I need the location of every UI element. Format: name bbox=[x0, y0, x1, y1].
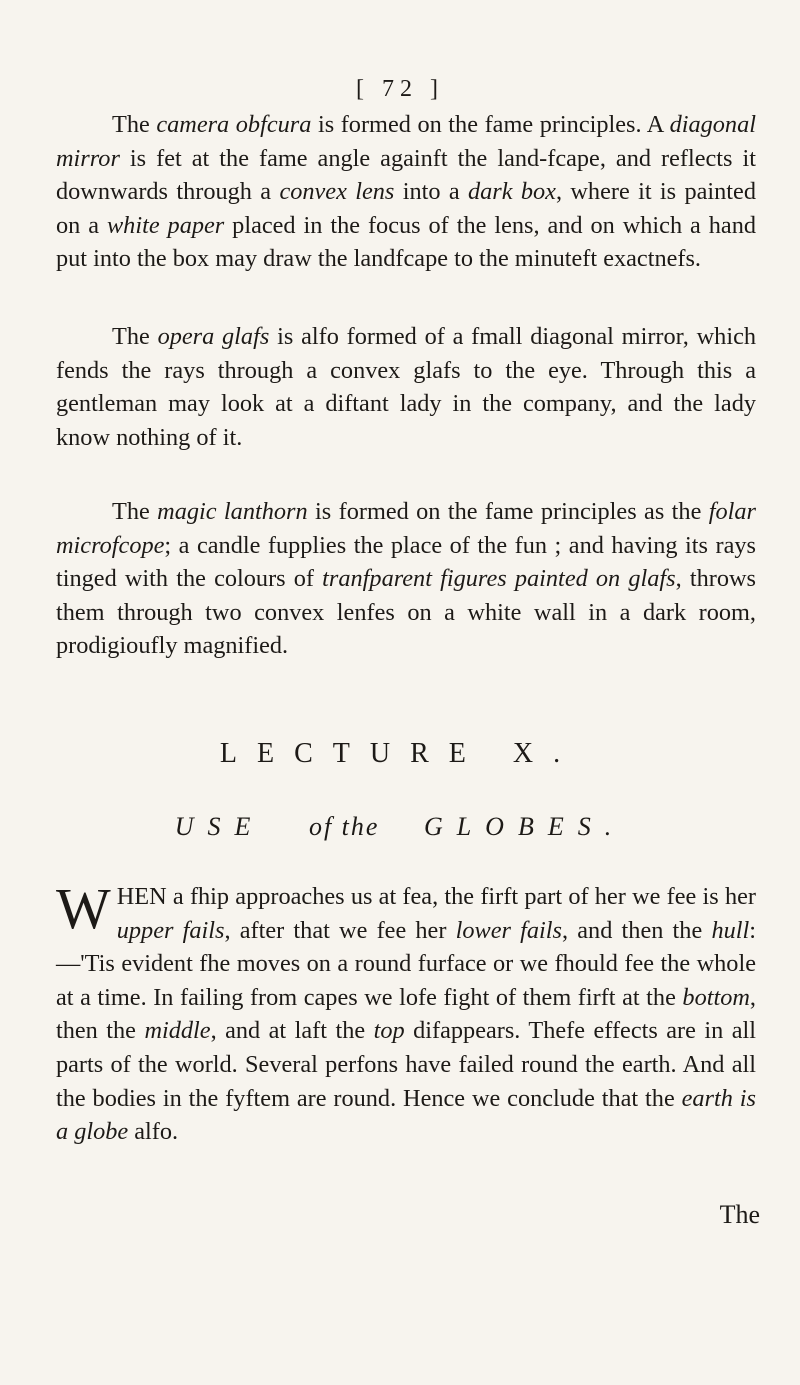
text: , then the bbox=[56, 983, 756, 1045]
emphasis: magic lanthorn bbox=[157, 498, 308, 525]
text: The bbox=[112, 498, 158, 525]
drop-cap: W bbox=[56, 876, 111, 941]
emphasis: lower fails bbox=[455, 916, 563, 944]
emphasis: opera glafs bbox=[157, 323, 270, 350]
text: ; a candle fupplies the place of the fun ; and having its rays tinged with the colours of bbox=[56, 531, 756, 593]
text: The bbox=[112, 323, 158, 350]
text: difappears. Thefe effects are in all parts of the world. Several perfons have failed round the earth. And all the bodies in the fyftem are round. Hence we conclude that the bbox=[56, 1017, 757, 1112]
emphasis: white paper bbox=[106, 211, 225, 239]
emphasis: top bbox=[373, 1017, 405, 1045]
text: is fet at the fame angle againft the land-fcape, and reflects it downwards through a bbox=[56, 144, 756, 206]
emphasis: middle bbox=[144, 1017, 211, 1045]
text: , throws them through two convex lenfes on a white wall in a dark room, prodigioufly magnified. bbox=[56, 565, 756, 660]
emphasis: camera obfcura bbox=[156, 111, 312, 138]
paragraph-opera-glass bbox=[56, 320, 756, 454]
emphasis: bottom bbox=[682, 983, 750, 1011]
text: is alfo formed of a fmall diagonal mirror, which fends the rays through a convex glafs to the eye. Through this a gentleman may look at a diftant lady in the company, and the lady know nothing of it. bbox=[56, 323, 756, 451]
text: placed in the focus of the lens, and on which a hand put into the box may draw the landfcape to the minuteft exactnefs. bbox=[56, 211, 757, 273]
lecture-heading: LECTURE X. bbox=[219, 738, 581, 769]
paragraph-magic-lanthorn bbox=[56, 495, 756, 663]
text: , and then the bbox=[562, 916, 712, 944]
section-subheading bbox=[0, 812, 800, 842]
text: into a bbox=[394, 178, 468, 206]
emphasis: hull bbox=[711, 916, 750, 944]
text: The bbox=[112, 111, 157, 138]
text: HEN a fhip approaches us at fea, the firft part of her we fee is her bbox=[116, 883, 756, 910]
emphasis: diagonal mirror bbox=[56, 111, 756, 172]
text: :—'Tis evident fhe moves on a round furface or we fhould fee the whole at a time. In failing from capes we lofe fight of them firft at the bbox=[56, 916, 757, 1011]
subheading-word: USE bbox=[174, 812, 265, 841]
text: is formed on the fame principles as the bbox=[307, 498, 709, 525]
catchword: The bbox=[719, 1200, 760, 1229]
text: alfo. bbox=[128, 1118, 179, 1146]
emphasis: earth is a globe bbox=[56, 1084, 756, 1146]
subheading-word: of the bbox=[308, 812, 380, 841]
page-number: [ 72 ] bbox=[356, 76, 444, 102]
emphasis: folar microfcope bbox=[56, 498, 757, 559]
emphasis: dark box bbox=[467, 178, 556, 206]
subheading-word: GLOBES. bbox=[423, 812, 626, 841]
emphasis: convex lens bbox=[279, 178, 395, 206]
paragraph-camera-obscura bbox=[56, 108, 756, 276]
text: , where it is painted on a bbox=[56, 178, 756, 239]
emphasis: tranfparent figures painted on glafs bbox=[322, 565, 676, 593]
text: is formed on the fame principles. A bbox=[311, 111, 670, 138]
emphasis: upper fails bbox=[116, 916, 225, 944]
text: , after that we fee her bbox=[224, 916, 456, 944]
text: , and at laft the bbox=[210, 1017, 374, 1045]
paragraph-globes bbox=[56, 876, 757, 1149]
